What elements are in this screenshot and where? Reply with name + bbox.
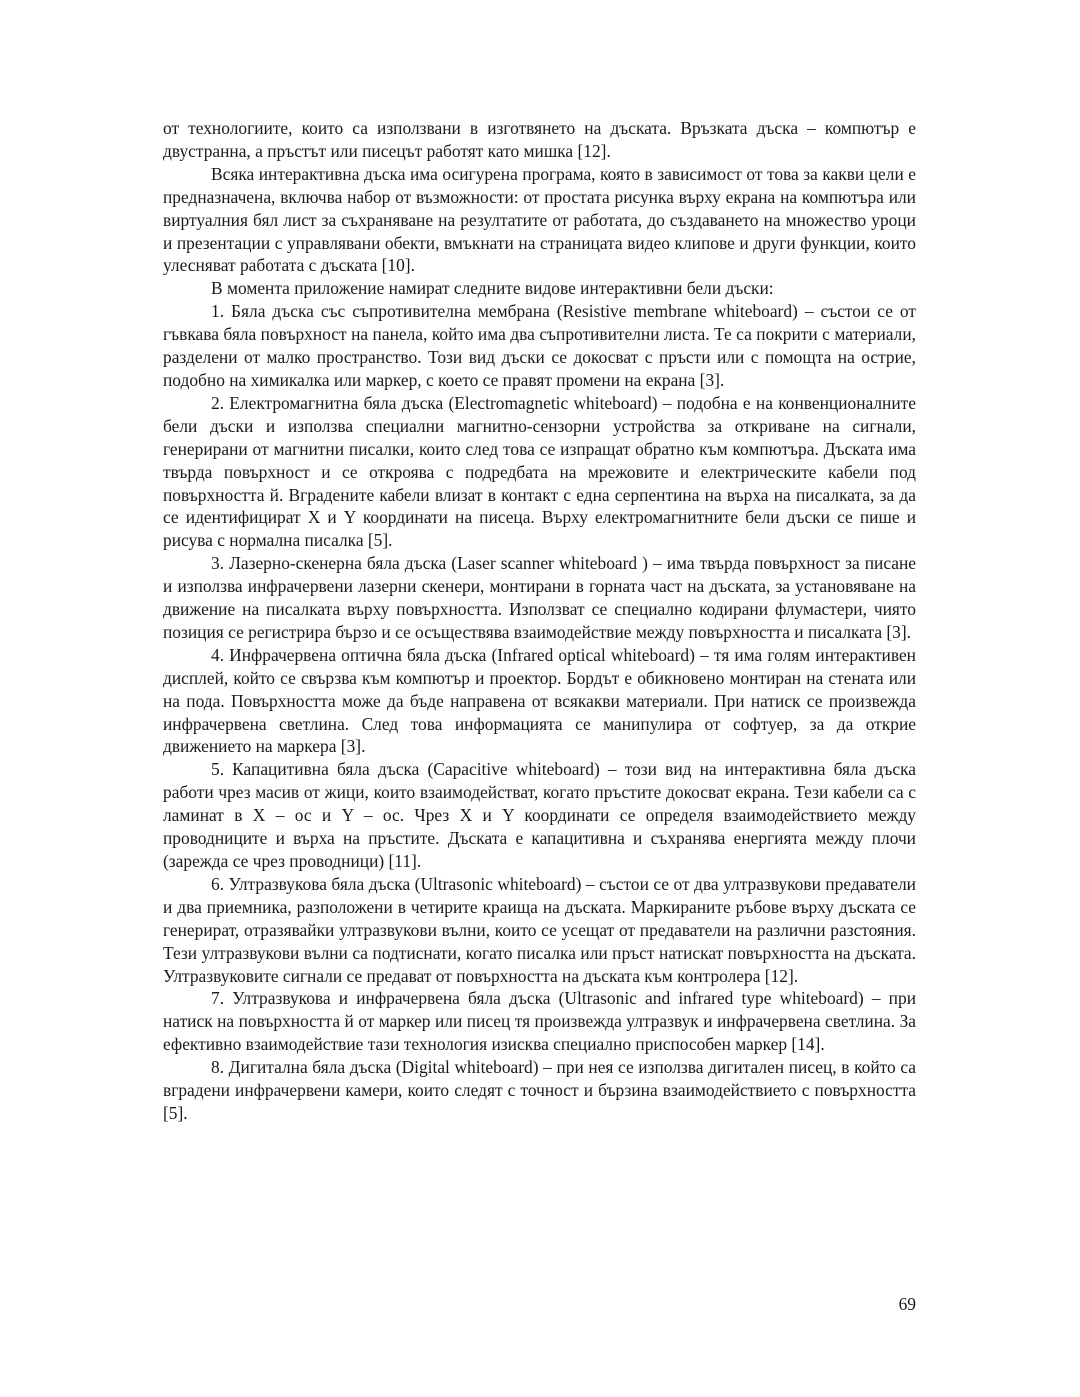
list-item-resistive: 1. Бяла дъска със съпротивителна мембрана (Resistive membrane whiteboard) – състои се от гъвкава бяла повърхност на панела, който има два съпротивителни листа. Те са покрити с материали, разделени от малко пространство. Този вид дъски се докосват с пръсти или с помощта на острие, подобно на химикалка или маркер, с което се правят промени на екрана [3]. (163, 301, 916, 390)
list-item-digital: 8. Дигитална бяла дъска (Digital whiteboard) – при нея се използва дигитален писец, в който са вградени инфрачервени камери, които следят с точност и бързина взаимодействието с повърхността [5]. (163, 1057, 916, 1123)
paragraph-intro-list: В момента приложение намират следните видове интерактивни бели дъски: (211, 278, 774, 299)
list-item-ultrasonic-infrared: 7. Ултразвукова и инфрачервена бяла дъска (Ultrasonic and infrared type whiteboard) – при натиск на повърхността й от маркер или писец тя произвежда ултразвук и инфрачервена светлина. За ефективно взаимодействие тази технология изисква специално приспособен маркер [14]. (163, 988, 916, 1055)
paragraph-continuation: от технологиите, които са използвани в изготвянето на дъската. Връзката дъска – компютър е двустранна, а пръстът или писецът работят като мишка [12]. (163, 118, 916, 161)
list-item-ultrasonic: 6. Ултразвукова бяла дъска (Ultrasonic whiteboard) – състои се от два ултразвукови предаватели и два приемника, разположени в четирите краища на дъската. Маркираните ръбове върху дъската се генерират, отразявайки ултразвукови вълни, които се усещат от предаватели на различни разстояния. Тези ултразвукови вълни са подтиснати, когато писалка или пръст натискат повърхността на дъската. Ултразвуковите сигнали се предават от повърхността на дъската към контролера [12]. (163, 873, 916, 986)
list-item-laser: 3. Лазерно-скенерна бяла дъска (Laser scanner whiteboard ) – има твърда повърхност за писане и използва инфрачервени лазерни скенери, монтирани в горната част на дъската, за установяване на движение на писалката върху повърхността. Използват се специално кодирани флумастери, чиято позиция се регистрира бързо и се осъществява взаимодействие между повърхността и писалката [3]. (163, 553, 916, 642)
page-body (163, 117, 916, 1125)
list-item-electromagnetic: 2. Електромагнитна бяла дъска (Electromagnetic whiteboard) – подобна е на конвенционалните бели дъски и използва специални магнитно-сензорни устройства за откриване на сигнали, генерирани от магнитни писалки, които след това се изпращат обратно към компютъра. Дъската има твърда повърхност и се откроява с подредбата на мрежовите и електрическите кабели под повърхността й. Вградените кабели влизат в контакт с една серпентина на върха на писалката, за да се идентифицират X и Y координати на писеца. Върху електромагнитните бели дъски се пише и рисува с нормална писалка [5]. (163, 392, 916, 551)
paragraph-software: Всяка интерактивна дъска има осигурена програма, която в зависимост от това за какви цели е предназначена, включва набор от възможности: от простата рисунка върху екрана на компютъра или виртуалния бял лист за съхраняване на резултатите от работата, до създаването на множество уроци и презентации с управлявани обекти, вмъкнати на страницата видео клипове и други функции, които улесняват работата с дъската [10]. (163, 163, 916, 276)
list-item-capacitive: 5. Капацитивна бяла дъска (Capacitive whiteboard) – този вид на интерактивна бяла дъска работи чрез масив от жици, които взаимодействат, когато пръстите докосват екрана. Тези кабели са с ламинат в X – ос и Y – ос. Чрез X и Y координати се определя взаимодействието между проводниците и върха на пръстите. Дъската е капацитивна и съхранява енергията между плочи (зарежда се чрез проводници) [11]. (163, 759, 916, 871)
list-item-infrared: 4. Инфрачервена оптична бяла дъска (Infrared optical whiteboard) – тя има голям интерактивен дисплей, който се свързва към компютър и проектор. Бордът е обикновено монтиран на стената или на пода. Повърхността може да бъде направена от всякакви материали. При натиск се произвежда инфрачервена светлина. След това информацията се манипулира от софтуер, за да открие движението на маркера [3]. (163, 644, 916, 757)
page-number: 69 (898, 1294, 916, 1314)
